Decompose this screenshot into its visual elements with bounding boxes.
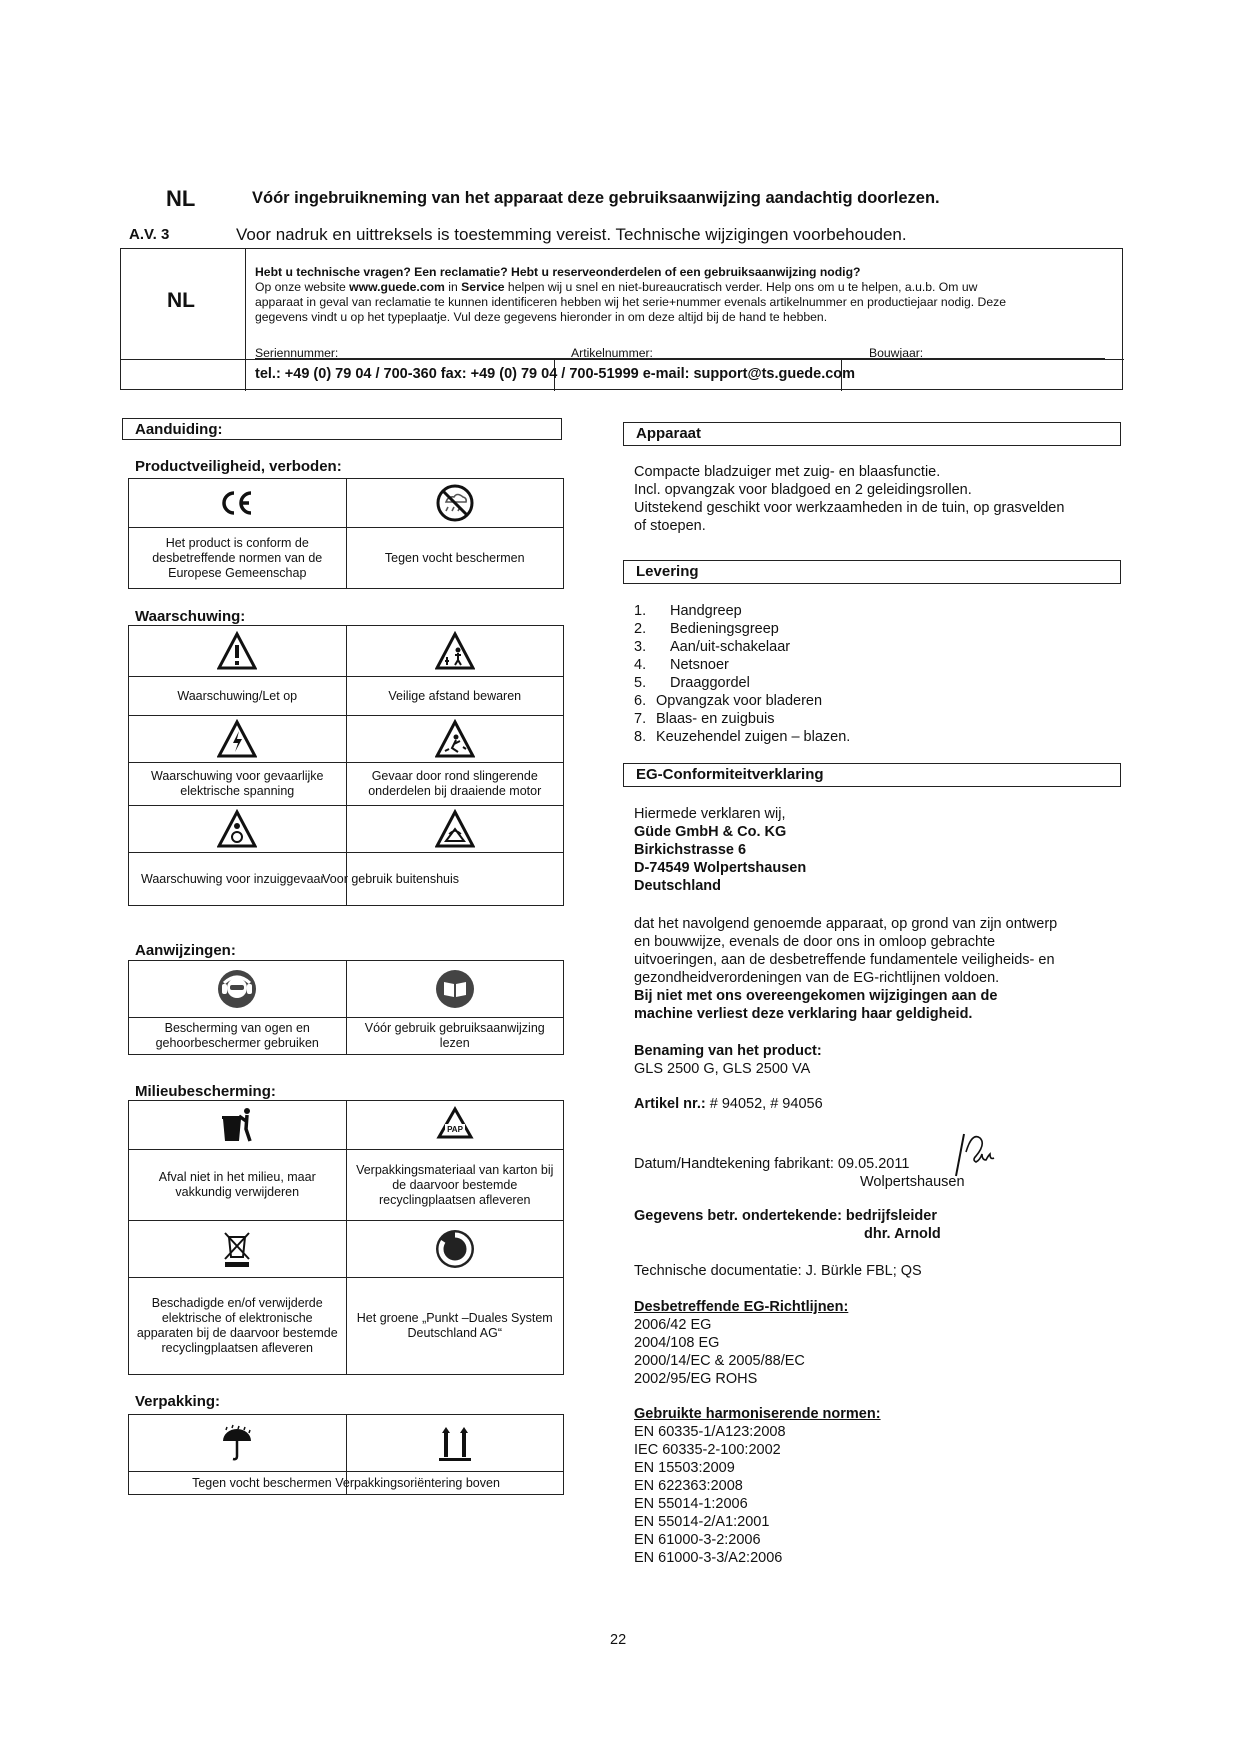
productveiligheid-table (128, 478, 564, 589)
service-line2: Op onze website www.guede.com in Service helpen wij u snel en niet-bureaucratisch verder. Help ons om u te helpen, a.u.b. Om uw (255, 280, 978, 294)
flying-parts-icon (435, 719, 475, 759)
eg-declaration: dat het navolgend genoemde apparaat, op grond van zijn ontwerp en bouwwijze, evenals de door ons in omloop gebrachte uitvoeringen, aan de desbetreffende fundamentele veiligheids- en gezondheidverordeningen van de EG-richtlijnen voldoen. Bij niet met ons overeengekomen wijzigingen aan de machine verliest deze verklaring haar geldigheid. (634, 916, 1058, 1022)
flying-parts-label: Gevaar door rond slingerende onderdelen bij draaiende motor (346, 763, 564, 806)
signature-place: Wolpertshausen (860, 1174, 965, 1190)
list-item: 7. Blaas- en zuigbuis (634, 711, 775, 727)
list-item: 8. Keuzehendel zuigen – blazen. (634, 729, 851, 745)
vocht-label: Tegen vocht beschermen (346, 528, 564, 589)
serial-field[interactable] (255, 358, 1105, 359)
list-item: 2. Bedieningsgreep (634, 621, 779, 637)
verpakking-title: Verpakking: (135, 1393, 221, 1410)
signatory-info: Gegevens betr. ondertekende: bedrijfsleider dhr. Arnold (634, 1208, 941, 1242)
service-line4: gegevens vindt u op het typeplaatje. Vul deze gegevens hieronder in om deze altijd bij de hand te hebben. (255, 310, 828, 324)
signature-image (950, 1130, 1002, 1180)
milieu-table (128, 1100, 564, 1375)
green-dot-icon (435, 1229, 475, 1269)
milieu-title: Milieubescherming: (135, 1083, 276, 1100)
article-label: Artikelnummer: (571, 346, 653, 360)
tech-documentation: Technische documentatie: J. Bürkle FBL; QS (634, 1263, 922, 1279)
header-subtitle: Voor nadruk en uittreksels is toestemming vereist. Technische wijzigingen voorbehouden. (236, 225, 907, 244)
safe-distance-label: Veilige afstand bewaren (346, 677, 564, 716)
outdoor-use-icon (435, 809, 475, 849)
warning-icon (217, 631, 257, 671)
directive-item: 2004/108 EG (634, 1335, 720, 1351)
standard-item: EN 55014-1:2006 (634, 1496, 748, 1512)
header-lang: NL (166, 186, 196, 211)
levering-list (634, 602, 850, 746)
warning-label: Waarschuwing/Let op (129, 677, 347, 716)
signature-date: Datum/Handtekening fabrikant: 09.05.2011 (634, 1156, 910, 1172)
standard-item: EN 60335-1/A123:2008 (634, 1424, 786, 1440)
article-number: Artikel nr.: # 94052, # 94056 (634, 1096, 823, 1112)
service-line3: apparaat in geval van reclamatie te kunnen identificeren hebben wij het serie+nummer evenals artikelnummer en productiejaar nodig. Deze (255, 295, 1006, 309)
eg-address: Hiermede verklaren wij, Güde GmbH & Co. KG Birkichstrasse 6 D-74549 Wolpertshausen Deutschland (634, 806, 807, 894)
waarschuwing-title: Waarschuwing: (135, 608, 246, 625)
levering-header: Levering (623, 560, 1121, 584)
bin-disposal-icon (217, 1105, 257, 1145)
service-text (255, 265, 1115, 325)
service-contact: tel.: +49 (0) 79 04 / 700-360 fax: +49 (0) 79 04 / 700-51999 e-mail: support@ts.guede.com (255, 366, 856, 382)
electric-voltage-icon (217, 719, 257, 759)
weee-crossed-bin-icon (217, 1229, 257, 1269)
product-name: Benaming van het product: GLS 2500 G, GLS 2500 VA (634, 1043, 822, 1077)
directive-item: 2002/95/EG ROHS (634, 1371, 758, 1387)
waarschuwing-table (128, 625, 564, 906)
suction-hazard-label: Waarschuwing voor inzuiggevaar (141, 871, 329, 886)
safe-distance-icon (435, 631, 475, 671)
directive-item: 2006/42 EG (634, 1317, 712, 1333)
service-box (120, 248, 1123, 390)
list-item: 6. Opvangzak voor bladeren (634, 693, 823, 709)
keep-dry-label: Tegen vocht beschermen (192, 1475, 336, 1490)
suction-hazard-icon (217, 809, 257, 849)
directives: Desbetreffende EG-Richtlijnen: 2006/42 EG 2004/108 EG 2000/14/EC & 2005/88/EC 2002/95/EG ROHS (634, 1299, 849, 1387)
apparaat-description: Compacte bladzuiger met zuig- en blaasfunctie. Incl. opvangzak voor bladgoed en 2 geleidingsrollen. Uitstekend geschikt voor werkzaamheden in de tuin, op grasvelden of stoepen. (634, 464, 1065, 534)
standard-item: EN 61000-3-2:2006 (634, 1532, 761, 1548)
year-label: Bouwjaar: (869, 346, 924, 360)
productveiligheid-title: Productveiligheid, verboden: (135, 458, 342, 475)
aanwijzingen-title: Aanwijzingen: (135, 942, 236, 959)
list-item: 1. Handgreep (634, 603, 742, 619)
this-way-up-icon (435, 1423, 475, 1463)
directive-item: 2000/14/EC & 2005/88/EC (634, 1353, 805, 1369)
read-manual-label: Vóór gebruik gebruiksaanwijzing lezen (346, 1018, 564, 1055)
eye-ear-protection-label: Bescherming van ogen en gehoorbeschermer gebruiken (129, 1018, 347, 1055)
no-rain-icon (435, 483, 475, 523)
page-number: 22 (610, 1632, 627, 1648)
list-item: 5. Draaggordel (634, 675, 750, 691)
service-question: Hebt u technische vragen? Een reclamatie? Hebt u reserveonderdelen of een gebruiksaanwijzing nodig? (255, 265, 861, 279)
eye-ear-protection-icon (217, 969, 257, 1009)
bin-disposal-label: Afval niet in het milieu, maar vakkundig verwijderen (129, 1150, 347, 1221)
green-dot-label: Het groene „Punkt –Duales System Deutschland AG“ (346, 1278, 564, 1375)
aanwijzingen-table (128, 960, 564, 1055)
list-item: 3. Aan/uit-schakelaar (634, 639, 791, 655)
aanduiding-header: Aanduiding: (122, 418, 562, 440)
this-way-up-label: Verpakkingsoriëntering boven (335, 1475, 500, 1490)
list-item: 4. Netsnoer (634, 657, 729, 673)
ce-label: Het product is conform de desbetreffende normen van de Europese Gemeenschap (129, 528, 347, 589)
apparaat-header: Apparaat (623, 422, 1121, 446)
read-manual-icon (435, 969, 475, 1009)
pap-label: PAP (446, 1125, 463, 1134)
header-av: A.V. 3 (129, 226, 170, 243)
eg-header: EG-Conformiteitverklaring (623, 763, 1121, 787)
pap-recycle-icon (435, 1105, 475, 1145)
header-title: Vóór ingebruikneming van het apparaat deze gebruiksaanwijzing aandachtig doorlezen. (252, 189, 940, 207)
standard-item: EN 61000-3-3/A2:2006 (634, 1550, 783, 1566)
pap-recycle-label: Verpakkingsmateriaal van karton bij de daarvoor bestemde recyclingplaatsen afleveren (346, 1150, 564, 1221)
outdoor-use-label: Voor gebruik buitenshuis (322, 871, 460, 886)
umbrella-keep-dry-icon (217, 1423, 257, 1463)
website-link[interactable]: www.guede.com (349, 280, 445, 294)
weee-label: Beschadigde en/of verwijderde elektrische of elektronische apparaten bij de daarvoor bestemde recyclingplaatsen afleveren (129, 1278, 347, 1375)
verpakking-table (128, 1414, 564, 1495)
standards: Gebruikte harmoniserende normen: EN 60335-1/A123:2008 IEC 60335-2-100:2002 EN 15503:2009 EN 622363:2008 EN 55014-1:2006 EN 55014-2/A1:2001 EN 61000-3-2:2006 EN 61000-3-3/A2:2006 (634, 1406, 881, 1566)
standard-item: EN 55014-2/A1:2001 (634, 1514, 770, 1530)
serial-label: Seriennummer: (255, 346, 339, 360)
standard-item: EN 622363:2008 (634, 1478, 743, 1494)
ce-mark-icon (217, 483, 257, 523)
service-lang: NL (167, 289, 195, 312)
standard-item: EN 15503:2009 (634, 1460, 735, 1476)
electric-voltage-label: Waarschuwing voor gevaarlijke elektrische spanning (129, 763, 347, 806)
standard-item: IEC 60335-2-100:2002 (634, 1442, 781, 1458)
